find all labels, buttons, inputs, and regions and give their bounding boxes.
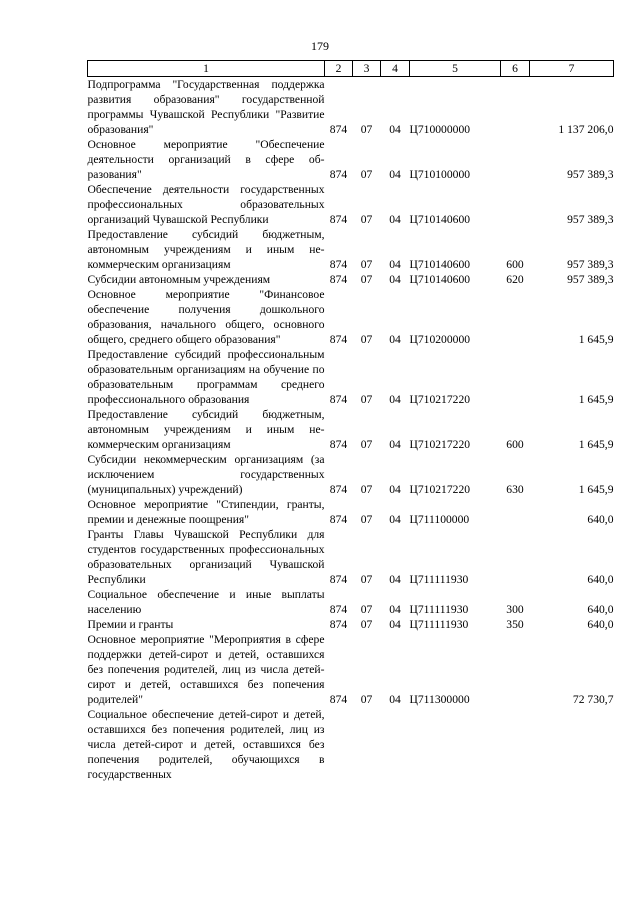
admin-code: 874 <box>329 213 348 226</box>
table-row <box>88 587 614 617</box>
section-code: 07 <box>360 333 373 346</box>
admin-code: 874 <box>329 693 348 706</box>
table-row <box>88 527 614 587</box>
section-code: 07 <box>360 573 373 586</box>
table-row <box>88 77 614 138</box>
subsection-code: 04 <box>389 483 401 496</box>
subsection-code: 04 <box>389 693 401 706</box>
admin-code: 874 <box>329 393 348 406</box>
target-code <box>410 707 501 782</box>
amount: 1 137 206,0 <box>558 123 614 136</box>
admin-code <box>325 707 353 782</box>
table-row <box>88 632 614 707</box>
expense-type <box>501 77 530 138</box>
section-code: 07 <box>360 438 373 451</box>
item-name: Основное мероприятие "Обеспечение деятельности организаций в сфере образования" <box>87 138 325 181</box>
item-name: Подпрограмма "Государственная поддержка развития образования" государственной программы Чувашской Республики "Развитие образования" <box>87 78 325 136</box>
subsection-code: 04 <box>389 333 401 346</box>
subsection-code: 04 <box>389 513 401 526</box>
amount: 72 730,7 <box>572 693 614 706</box>
target-code: Ц711100000 <box>409 513 470 526</box>
expense-type: 300 <box>506 603 524 616</box>
amount: 1 645,9 <box>578 333 614 346</box>
section-code: 07 <box>360 483 373 496</box>
expense-type <box>501 137 530 182</box>
header-cell: 7 <box>530 61 614 77</box>
section-code: 07 <box>360 273 373 286</box>
admin-code: 874 <box>329 618 348 631</box>
subsection-code: 04 <box>389 573 401 586</box>
amount: 1 645,9 <box>578 438 614 451</box>
table-row <box>88 707 614 782</box>
admin-code: 874 <box>329 273 348 286</box>
admin-code: 874 <box>329 258 348 271</box>
page-number: 179 <box>311 39 329 53</box>
subsection-code: 04 <box>389 258 401 271</box>
subsection-code <box>381 707 410 782</box>
amount: 1 645,9 <box>578 483 614 496</box>
admin-code: 874 <box>329 513 348 526</box>
item-name: Субсидии автономным учреждениям <box>87 273 271 286</box>
header-cell: 1 <box>88 61 325 77</box>
section-code: 07 <box>360 213 373 226</box>
target-code: Ц711111930 <box>409 573 469 586</box>
item-name: Социальное обеспечение детей-сирот и детей, оставшихся без попечения родителей, лиц из числа детей-сирот и детей, оставшихся без попечения родителей, обучающихся в государственных <box>87 708 325 781</box>
table-row <box>88 407 614 452</box>
admin-code: 874 <box>329 603 348 616</box>
expense-type <box>501 347 530 407</box>
item-name: Предоставление субсидий бюджетным, автономным учреждениям и иным некоммерческим организациям <box>87 228 325 271</box>
header-cell: 5 <box>410 61 501 77</box>
table-row <box>88 347 614 407</box>
item-name: Премии и гранты <box>87 618 174 631</box>
table-row <box>88 497 614 527</box>
target-code: Ц711111930 <box>409 603 469 616</box>
admin-code: 874 <box>329 168 348 181</box>
target-code: Ц710140600 <box>409 213 471 226</box>
item-name: Гранты Главы Чувашской Республики для студентов государственных профессиональных образовательных организаций Чувашской Республики <box>87 528 325 586</box>
amount: 640,0 <box>587 618 614 631</box>
item-name: Основное мероприятие "Мероприятия в сфере поддержки детей-сирот и детей, оставшихся без попечения родителей, лиц из числа детей-сирот и детей, оставшихся без попечения родителей" <box>87 633 325 706</box>
item-name: Субсидии некоммерческим организациям (за исключением государственных (муниципальных) учреждений) <box>87 453 325 496</box>
amount: 957 389,3 <box>567 258 614 271</box>
expense-type: 600 <box>506 258 524 271</box>
target-code: Ц710217220 <box>409 438 471 451</box>
expense-type <box>501 182 530 227</box>
amount: 1 645,9 <box>578 393 614 406</box>
subsection-code: 04 <box>389 393 401 406</box>
subsection-code: 04 <box>389 123 401 136</box>
subsection-code: 04 <box>389 273 401 286</box>
item-name: Предоставление субсидий бюджетным, автономным учреждениям и иным некоммерческим организациям <box>87 408 325 451</box>
subsection-code: 04 <box>389 168 401 181</box>
section-code: 07 <box>360 393 373 406</box>
target-code: Ц711300000 <box>409 693 470 706</box>
section-code: 07 <box>360 603 373 616</box>
target-code: Ц710200000 <box>409 333 471 346</box>
amount: 957 389,3 <box>567 273 614 286</box>
amount: 957 389,3 <box>567 168 614 181</box>
admin-code: 874 <box>329 573 348 586</box>
subsection-code: 04 <box>389 213 401 226</box>
subsection-code: 04 <box>389 618 401 631</box>
section-code <box>353 707 381 782</box>
amount: 640,0 <box>587 603 614 616</box>
table-row <box>88 182 614 227</box>
amount: 640,0 <box>587 513 614 526</box>
item-name: Основное мероприятие "Финансовое обеспечение получения дошкольного образования, начального общего, основного общего, среднего общего образования" <box>87 288 325 346</box>
admin-code: 874 <box>329 483 348 496</box>
expense-type: 620 <box>506 273 524 286</box>
subsection-code: 04 <box>389 603 401 616</box>
expense-type <box>501 632 530 707</box>
table-row <box>88 452 614 497</box>
header-cell: 2 <box>325 61 353 77</box>
item-name: Социальное обеспечение и иные выплаты населению <box>87 588 325 616</box>
target-code: Ц710217220 <box>409 393 471 406</box>
target-code: Ц710000000 <box>409 123 471 136</box>
section-code: 07 <box>360 618 373 631</box>
header-cell: 4 <box>381 61 410 77</box>
target-code: Ц711111930 <box>409 618 469 631</box>
admin-code: 874 <box>329 123 348 136</box>
expense-type <box>501 497 530 527</box>
target-code: Ц710217220 <box>409 483 471 496</box>
expense-type: 630 <box>506 483 524 496</box>
table-row <box>88 137 614 182</box>
expense-type <box>501 707 530 782</box>
amount <box>530 707 614 782</box>
header-row <box>88 61 614 77</box>
item-name: Обеспечение деятельности государственных профессиональных образовательных организаций Чувашской Республики <box>87 183 325 226</box>
header-cell: 3 <box>353 61 381 77</box>
expense-type <box>501 287 530 347</box>
target-code: Ц710140600 <box>409 258 471 271</box>
section-code: 07 <box>360 513 373 526</box>
item-name: Предоставление субсидий профессиональным образовательным организациям на обучение по образовательным программам среднего профессионального образования <box>87 348 325 406</box>
expense-type: 350 <box>506 618 524 631</box>
budget-table <box>87 60 614 782</box>
section-code: 07 <box>360 693 373 706</box>
expense-type: 600 <box>506 438 524 451</box>
admin-code: 874 <box>329 438 348 451</box>
section-code: 07 <box>360 123 373 136</box>
target-code: Ц710100000 <box>409 168 471 181</box>
table-row <box>88 272 614 287</box>
header-cell: 6 <box>501 61 530 77</box>
table-row <box>88 227 614 272</box>
item-name: Основное мероприятие "Стипендии, гранты, премии и денежные поощрения" <box>87 498 325 526</box>
section-code: 07 <box>360 258 373 271</box>
section-code: 07 <box>360 168 373 181</box>
table-row <box>88 617 614 632</box>
amount: 957 389,3 <box>567 213 614 226</box>
subsection-code: 04 <box>389 438 401 451</box>
table-row <box>88 287 614 347</box>
amount: 640,0 <box>587 573 614 586</box>
target-code: Ц710140600 <box>409 273 471 286</box>
admin-code: 874 <box>329 333 348 346</box>
expense-type <box>501 527 530 587</box>
